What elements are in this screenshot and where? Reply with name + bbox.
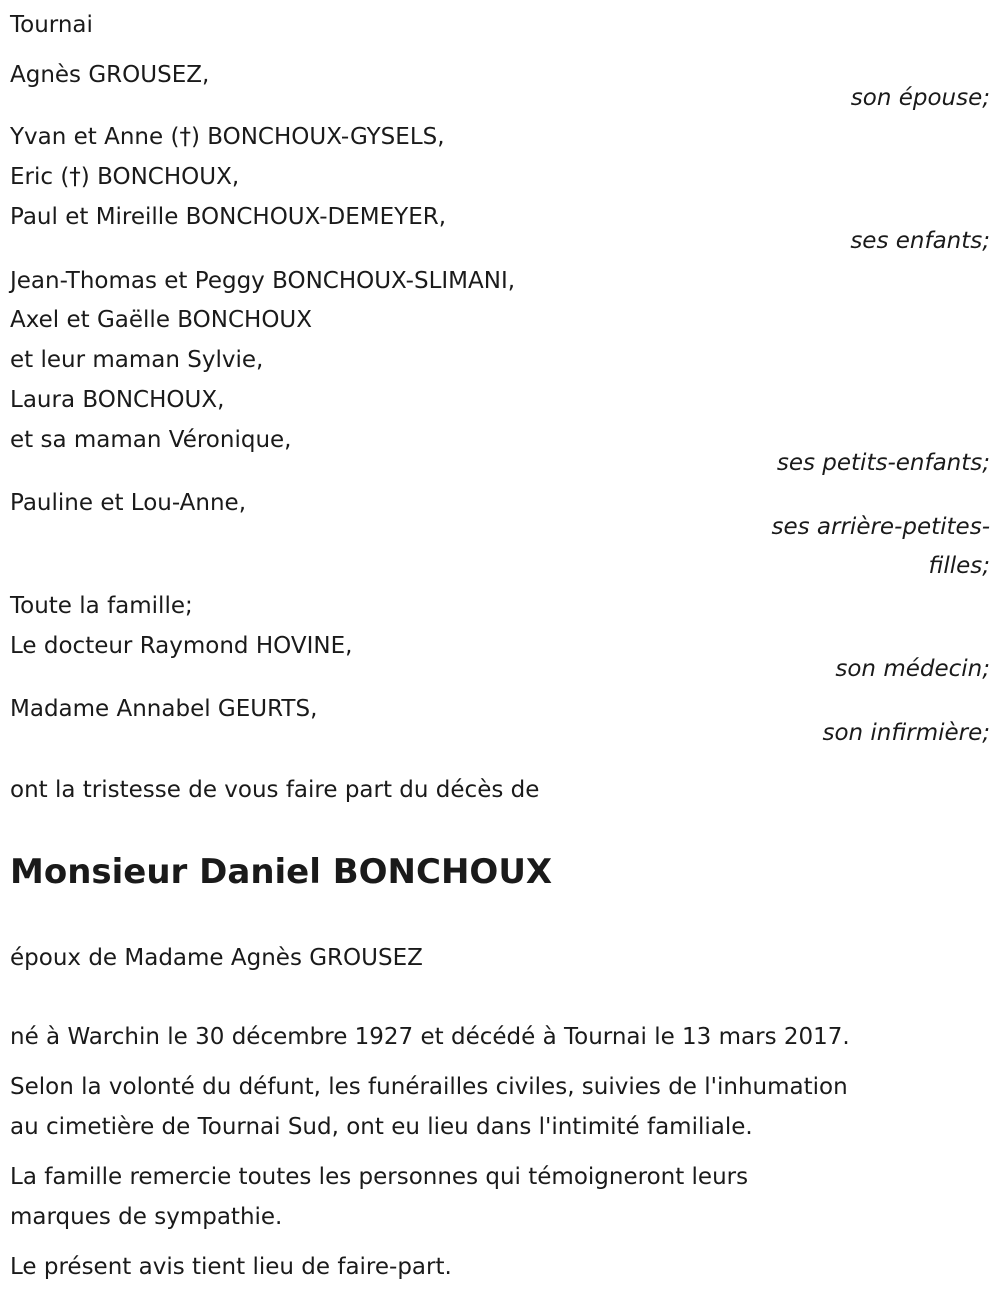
thanks-text: marques de sympathie. bbox=[10, 1204, 283, 1230]
family-role: ses petits-enfants; bbox=[776, 450, 990, 476]
family-role: filles; bbox=[928, 553, 990, 579]
family-line: Eric (†) BONCHOUX, bbox=[10, 164, 240, 190]
family-role: son épouse; bbox=[850, 85, 990, 111]
funeral-text: au cimetière de Tournai Sud, ont eu lieu dans l'intimité familiale. bbox=[10, 1114, 753, 1140]
family-line: et sa maman Véronique, bbox=[10, 427, 292, 453]
funeral-text: Selon la volonté du défunt, les funérailles civiles, suivies de l'inhumation bbox=[10, 1074, 848, 1100]
family-line: Madame Annabel GEURTS, bbox=[10, 696, 318, 722]
deceased-name: Monsieur Daniel BONCHOUX bbox=[10, 852, 553, 892]
announcement: ont la tristesse de vous faire part du décès de bbox=[10, 777, 540, 803]
family-line: et leur maman Sylvie, bbox=[10, 347, 264, 373]
family-line: Pauline et Lou-Anne, bbox=[10, 490, 247, 516]
family-line: Le docteur Raymond HOVINE, bbox=[10, 633, 353, 659]
family-role: ses arrière-petites- bbox=[771, 514, 990, 540]
family-line: Paul et Mireille BONCHOUX-DEMEYER, bbox=[10, 204, 447, 230]
family-line: Yvan et Anne (†) BONCHOUX-GYSELS, bbox=[10, 124, 445, 150]
family-line: Toute la famille; bbox=[10, 593, 193, 619]
thanks-text: La famille remercie toutes les personnes qui témoigneront leurs bbox=[10, 1164, 749, 1190]
spouse-line: époux de Madame Agnès GROUSEZ bbox=[10, 945, 423, 971]
notice-text: Le présent avis tient lieu de faire-part. bbox=[10, 1254, 452, 1280]
family-line: Jean-Thomas et Peggy BONCHOUX-SLIMANI, bbox=[10, 268, 516, 294]
family-line: Laura BONCHOUX, bbox=[10, 387, 225, 413]
family-role: son infirmière; bbox=[822, 720, 990, 746]
city: Tournai bbox=[10, 12, 93, 38]
dates-line: né à Warchin le 30 décembre 1927 et décédé à Tournai le 13 mars 2017. bbox=[10, 1024, 850, 1050]
family-role: son médecin; bbox=[835, 656, 990, 682]
family-line: Axel et Gaëlle BONCHOUX bbox=[10, 307, 313, 333]
family-role: ses enfants; bbox=[850, 228, 990, 254]
family-line: Agnès GROUSEZ, bbox=[10, 62, 210, 88]
